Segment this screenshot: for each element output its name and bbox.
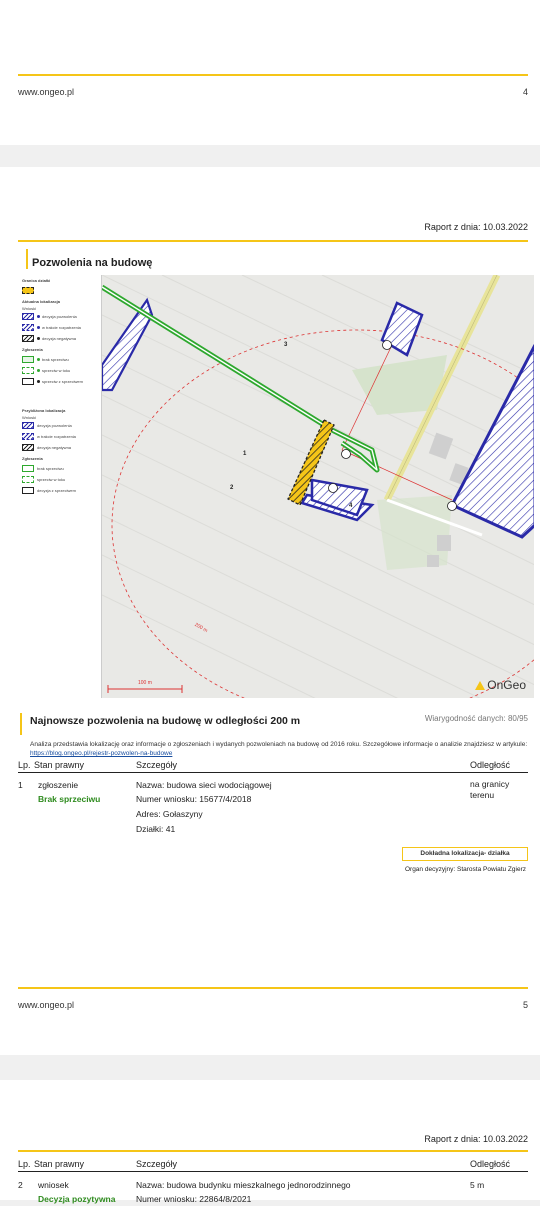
row-stan: wniosek	[38, 1180, 69, 1190]
legend-label: decyzja pozwolenia	[37, 423, 72, 428]
legend-label: brak sprzeciwu	[42, 357, 69, 362]
map-legend	[22, 275, 100, 496]
legend-label: decyzja z sprzeciwem	[37, 488, 76, 493]
swatch-a2	[22, 324, 34, 331]
marker-4[interactable]: 4	[349, 503, 353, 509]
plot-boundary-swatch	[22, 287, 34, 294]
dot-icon	[37, 380, 40, 383]
legend-przyblizona-title: Przybliżona lokalizacja	[22, 408, 66, 413]
section-title: Pozwolenia na budowę	[32, 257, 153, 269]
col-lp: Lp.	[18, 760, 31, 770]
col-stan: Stan prawny	[34, 1159, 85, 1169]
status-badge: Decyzja pozytywna	[38, 1194, 116, 1204]
analysis-note	[30, 740, 532, 758]
row-lp: 2	[18, 1180, 23, 1190]
page-5	[0, 167, 540, 1055]
row-odleglosc: 5 m	[470, 1180, 485, 1190]
marker-1[interactable]: 1	[243, 451, 247, 457]
table-header	[18, 759, 528, 773]
map-view[interactable]	[101, 275, 534, 698]
row-numer: Numer wniosku: 15677/4/2018	[136, 794, 252, 804]
swatch-d3	[22, 487, 34, 494]
row-adres: Adres: Gołaszyny	[136, 809, 203, 819]
header-divider	[18, 240, 528, 242]
page-number: 5	[522, 1000, 528, 1010]
dot-icon	[37, 358, 40, 361]
col-odleglosc: Odległość	[470, 760, 511, 770]
report-date: Raport z dnia: 10.03.2022	[424, 222, 528, 232]
footer-divider	[18, 987, 528, 989]
page-6	[0, 1080, 540, 1204]
col-odleglosc: Odległość	[470, 1159, 511, 1169]
swatch-d2	[22, 476, 34, 483]
list-title-accent	[20, 713, 22, 735]
status-badge: Brak sprzeciwu	[38, 794, 101, 804]
logo-triangle-icon	[475, 681, 485, 690]
legend-wnioski: Wnioski	[22, 306, 37, 311]
col-szczegoly: Szczegóły	[136, 1159, 178, 1169]
page-4-footer	[0, 0, 540, 145]
legend-zgloszenia-2: Zgłoszenia	[22, 456, 43, 461]
table-header	[18, 1158, 528, 1172]
row-numer: Numer wniosku: 22864/8/2021	[136, 1194, 252, 1204]
scale-label: 100 m	[138, 680, 152, 686]
row-nazwa: Nazwa: budowa budynku mieszkalnego jednorodzinnego	[136, 1180, 351, 1190]
legend-label: w trakcie rozpatrzenia	[42, 325, 81, 330]
swatch-c3	[22, 444, 34, 451]
col-stan: Stan prawny	[34, 760, 85, 770]
dot-icon	[37, 337, 40, 340]
article-link[interactable]: https://blog.ongeo.pl/rejestr-pozwolen-na-budowe	[30, 750, 173, 757]
report-date: Raport z dnia: 10.03.2022	[424, 1134, 528, 1144]
row-lp: 1	[18, 780, 23, 790]
swatch-c2	[22, 433, 34, 440]
section-accent	[26, 249, 28, 269]
radius-label: 200 m	[193, 621, 209, 635]
legend-aktualna-title: Aktualna lokalizacja	[22, 299, 61, 304]
legend-label: decyzja pozwolenia	[42, 314, 77, 319]
row-odleglosc: na granicy terenu	[470, 779, 510, 800]
ongeo-logo	[475, 678, 526, 692]
swatch-d1	[22, 465, 34, 472]
legend-label: brak sprzeciwu	[37, 466, 64, 471]
legend-zgloszenia-title: Zgłoszenia	[22, 347, 43, 352]
swatch-b2	[22, 367, 34, 374]
row-dzialki: Działki: 41	[136, 824, 176, 834]
swatch-b3	[22, 378, 34, 385]
organ-decyzyjny: Organ decyzyjny: Starosta Powiatu Zgierz	[404, 866, 526, 873]
data-reliability: Wiarygodność danych: 80/95	[424, 714, 528, 723]
swatch-a3	[22, 335, 34, 342]
dot-icon	[37, 369, 40, 372]
map-svg	[102, 275, 534, 698]
legend-granica: Granica działki	[22, 278, 51, 283]
legend-label: sprzeciw w toku	[37, 477, 66, 482]
page-number: 4	[522, 87, 528, 97]
col-szczegoly: Szczegóły	[136, 760, 178, 770]
location-badge: Dokładna lokalizacja- działka	[402, 847, 528, 861]
col-lp: Lp.	[18, 1159, 31, 1169]
footer-url[interactable]: www.ongeo.pl	[18, 1000, 75, 1010]
swatch-a1	[22, 313, 34, 320]
logo-text: OnGeo	[487, 678, 526, 692]
legend-label: decyzja negatywna	[42, 336, 77, 341]
swatch-c1	[22, 422, 34, 429]
marker-3[interactable]: 3	[284, 342, 288, 348]
legend-label: sprzeciw z sprzeciwem	[42, 379, 83, 384]
row-stan: zgłoszenie	[38, 780, 79, 790]
legend-label: decyzja negatywna	[37, 445, 72, 450]
legend-label: sprzeciw w toku	[42, 368, 71, 373]
header-divider	[18, 1150, 528, 1152]
analysis-text: Analiza przedstawia lokalizację oraz informacje o zgłoszeniach i wydanych pozwoleniach na budowę od 2016 roku. Szczegółowe informacje o analizie znajdziesz w artykule:	[30, 741, 528, 748]
swatch-b1	[22, 356, 34, 363]
footer-divider	[18, 74, 528, 76]
legend-label: w trakcie rozpatrzenia	[37, 434, 76, 439]
footer-url[interactable]: www.ongeo.pl	[18, 87, 75, 97]
dot-icon	[37, 315, 40, 318]
dot-icon	[37, 326, 40, 329]
legend-wnioski-2: Wnioski	[22, 415, 37, 420]
list-title: Najnowsze pozwolenia na budowę w odległości 200 m	[30, 715, 301, 727]
row-nazwa: Nazwa: budowa sieci wodociągowej	[136, 780, 272, 790]
marker-2[interactable]: 2	[230, 485, 234, 491]
